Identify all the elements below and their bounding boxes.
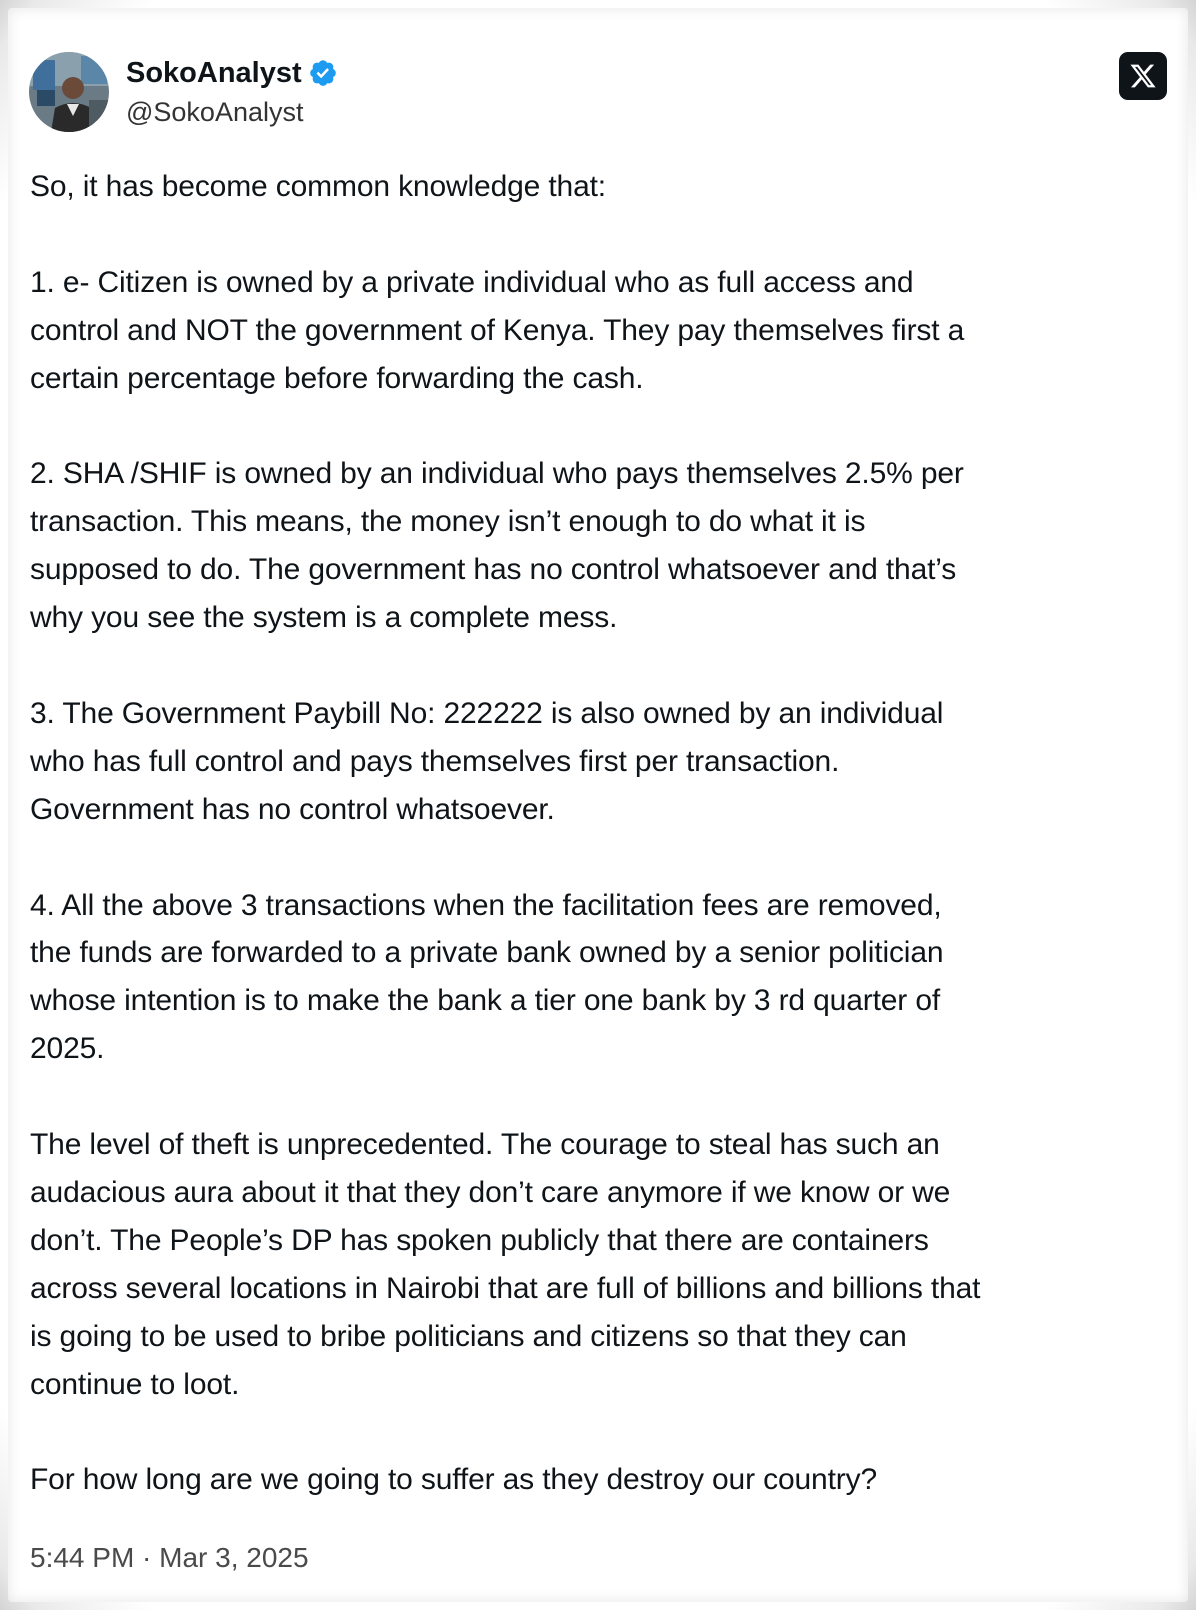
paragraph-gap xyxy=(30,1408,1170,1456)
tweet-paragraph: 4. All the above 3 transactions when the facilitation fees are removed, the funds are forwarded to a private bank owned by a senior politician whose intention is to make the bank a tier one bank by 3 rd quarter of 2025. xyxy=(30,888,944,1066)
tweet-paragraph: The level of theft is unprecedented. The courage to steal has such an audacious aura about it that they don’t care anymore if we know or we don’t. The People’s DP has spoken publicly that there are containers across several locations in Nairobi that are full of billions and billions that is going to be used to bribe politicians and citizens so that they can continue to loot. xyxy=(30,1128,981,1401)
tweet-text xyxy=(30,163,1170,1504)
paragraph-gap xyxy=(30,1073,1170,1121)
author-display-name[interactable] xyxy=(126,55,338,91)
tweet-paragraph: 3. The Government Paybill No: 222222 is also owned by an individual who has full control and pays themselves first per transaction. Government has no control whatsoever. xyxy=(30,696,944,826)
paragraph-gap xyxy=(30,211,1170,259)
paragraph-gap xyxy=(30,642,1170,690)
tweet-paragraph: For how long are we going to suffer as they destroy our country? xyxy=(30,1463,877,1497)
avatar[interactable] xyxy=(29,52,109,132)
x-logo-icon[interactable] xyxy=(1119,52,1167,100)
verified-badge-icon xyxy=(308,58,338,88)
tweet-paragraph: 2. SHA /SHIF is owned by an individual who pays themselves 2.5% per transaction. This means, the money isn’t enough to do what it is supposed to do. The government has no control whatsoever and that’s why you see the system is a complete mess. xyxy=(30,457,964,635)
paragraph-gap xyxy=(30,834,1170,882)
tweet-timestamp[interactable]: 5:44 PM · Mar 3, 2025 xyxy=(30,1542,309,1573)
author-handle[interactable]: @SokoAnalyst xyxy=(126,97,304,127)
tweet-paragraph: 1. e- Citizen is owned by a private individual who as full access and control and NOT the government of Kenya. They pay themselves first a certain percentage before forwarding the cash. xyxy=(30,265,965,395)
paragraph-gap xyxy=(30,403,1170,451)
tweet-paragraph: So, it has become common knowledge that: xyxy=(30,170,606,203)
display-name-text: SokoAnalyst xyxy=(126,57,302,89)
